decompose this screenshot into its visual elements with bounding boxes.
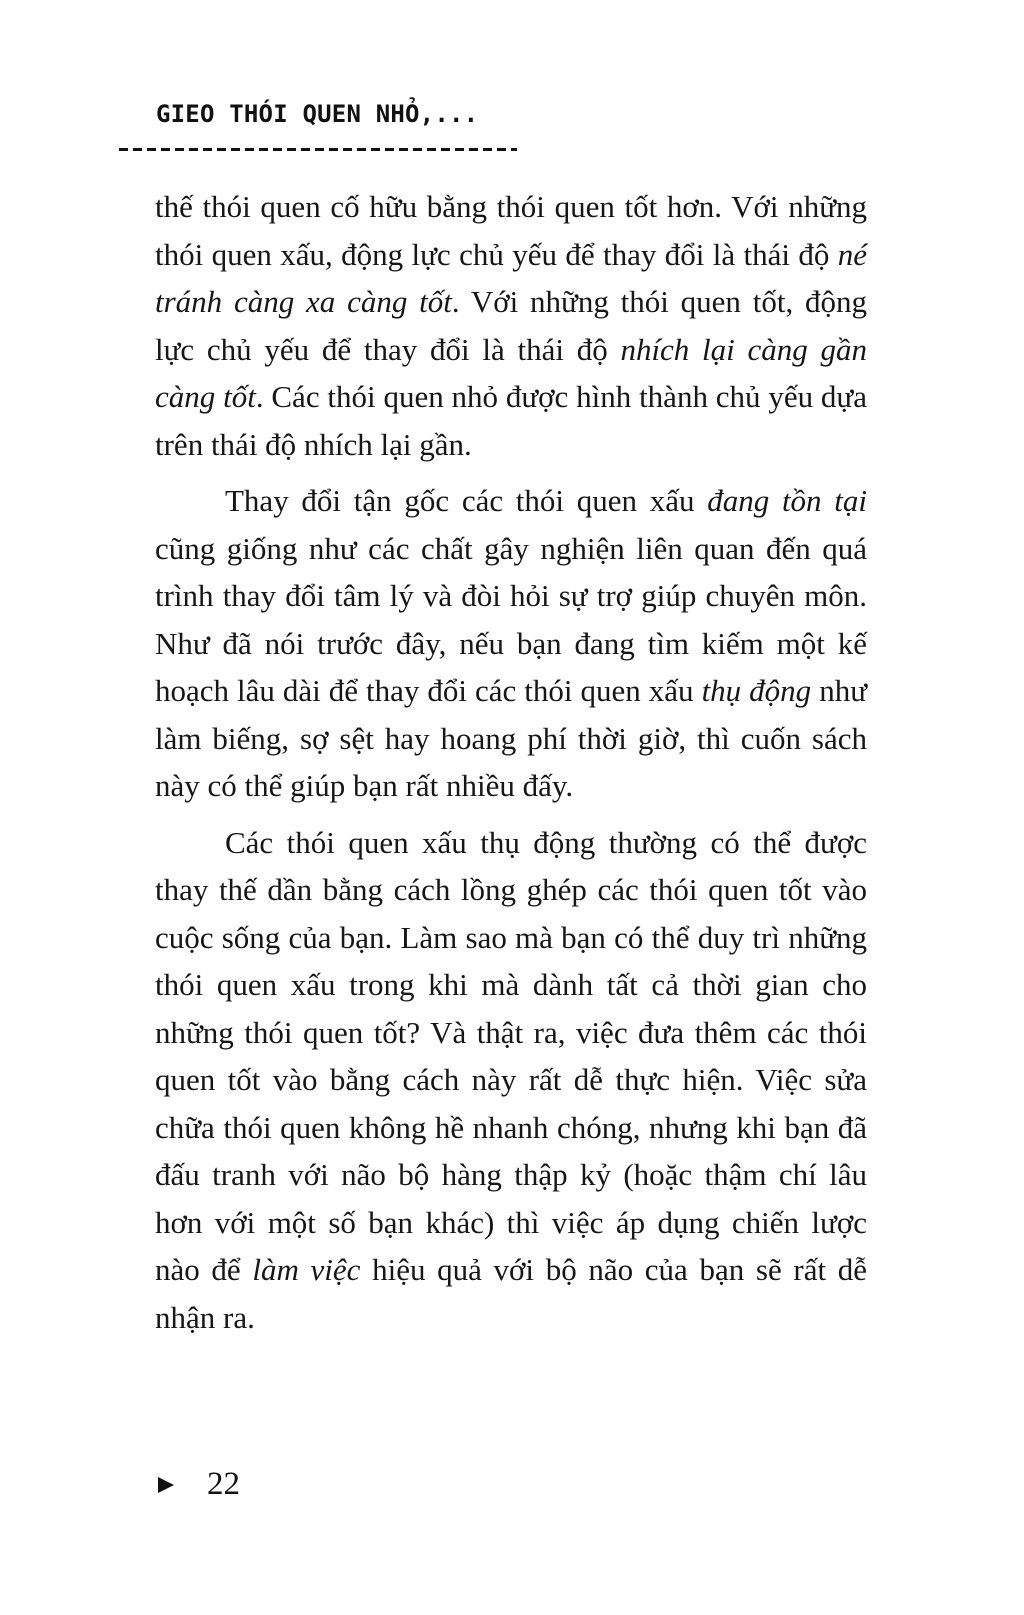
page-footer bbox=[158, 1468, 240, 1501]
header-dashed-rule bbox=[119, 148, 517, 151]
text-segment-italic: đang tồn tại bbox=[707, 483, 867, 518]
text-segment: hiệu quả với bộ não của bạn sẽ rất dễ nhận ra. bbox=[155, 1252, 868, 1335]
text-segment-italic: né tránh càng xa càng tốt bbox=[155, 236, 867, 319]
right-triangle-icon bbox=[158, 1477, 174, 1493]
paragraph bbox=[155, 477, 867, 810]
text-segment: Thay đổi tận gốc các thói quen xấu bbox=[225, 483, 708, 518]
text-segment: . Với những thói quen tốt, động lực chủ yếu để thay đổi là thái độ bbox=[155, 284, 867, 367]
text-segment: thế thói quen cố hữu bằng thói quen tốt hơn. Với những thói quen xấu, động lực chủ yếu để thay đổi là thái độ bbox=[155, 189, 867, 272]
paragraph bbox=[155, 183, 867, 468]
paragraph bbox=[155, 819, 867, 1342]
text-segment-italic: thụ động bbox=[701, 673, 812, 708]
text-segment: . Các thói quen nhỏ được hình thành chủ yếu dựa trên thái độ nhích lại gần. bbox=[155, 379, 867, 462]
page-number: 22 bbox=[207, 1466, 240, 1502]
body-text bbox=[155, 183, 867, 1350]
text-segment-italic: làm việc bbox=[252, 1252, 361, 1287]
text-segment-italic: nhích lại càng gần càng tốt bbox=[155, 331, 868, 414]
text-segment: Các thói quen xấu thụ động thường có thể được thay thế dần bằng cách lồng ghép các thói quen tốt vào cuộc sống của bạn. Làm sao mà bạn có thể duy trì những thói quen xấu trong khi mà dành tất cả thời gian cho những thói quen tốt? Và thật ra, việc đưa thêm các thói quen tốt vào bằng cách này rất dễ thực hiện. Việc sửa chữa thói quen không hề nhanh chóng, nhưng khi bạn đã đấu tranh với não bộ hàng thập kỷ (hoặc thậm chí lâu hơn với một số bạn khác) thì việc áp dụng chiến lược nào để bbox=[155, 824, 867, 1287]
text-segment: như làm biếng, sợ sệt hay hoang phí thời giờ, thì cuốn sách này có thể giúp bạn rất nhiều đấy. bbox=[155, 673, 867, 803]
running-header-title: GIEO THÓI QUEN NHỎ,... bbox=[156, 100, 479, 128]
text-segment: cũng giống như các chất gây nghiện liên quan đến quá trình thay đổi tâm lý và đòi hỏi sự trợ giúp chuyên môn. Như đã nói trước đây, nếu bạn đang tìm kiếm một kế hoạch lâu dài để thay đổi các thói quen xấu bbox=[155, 530, 867, 708]
